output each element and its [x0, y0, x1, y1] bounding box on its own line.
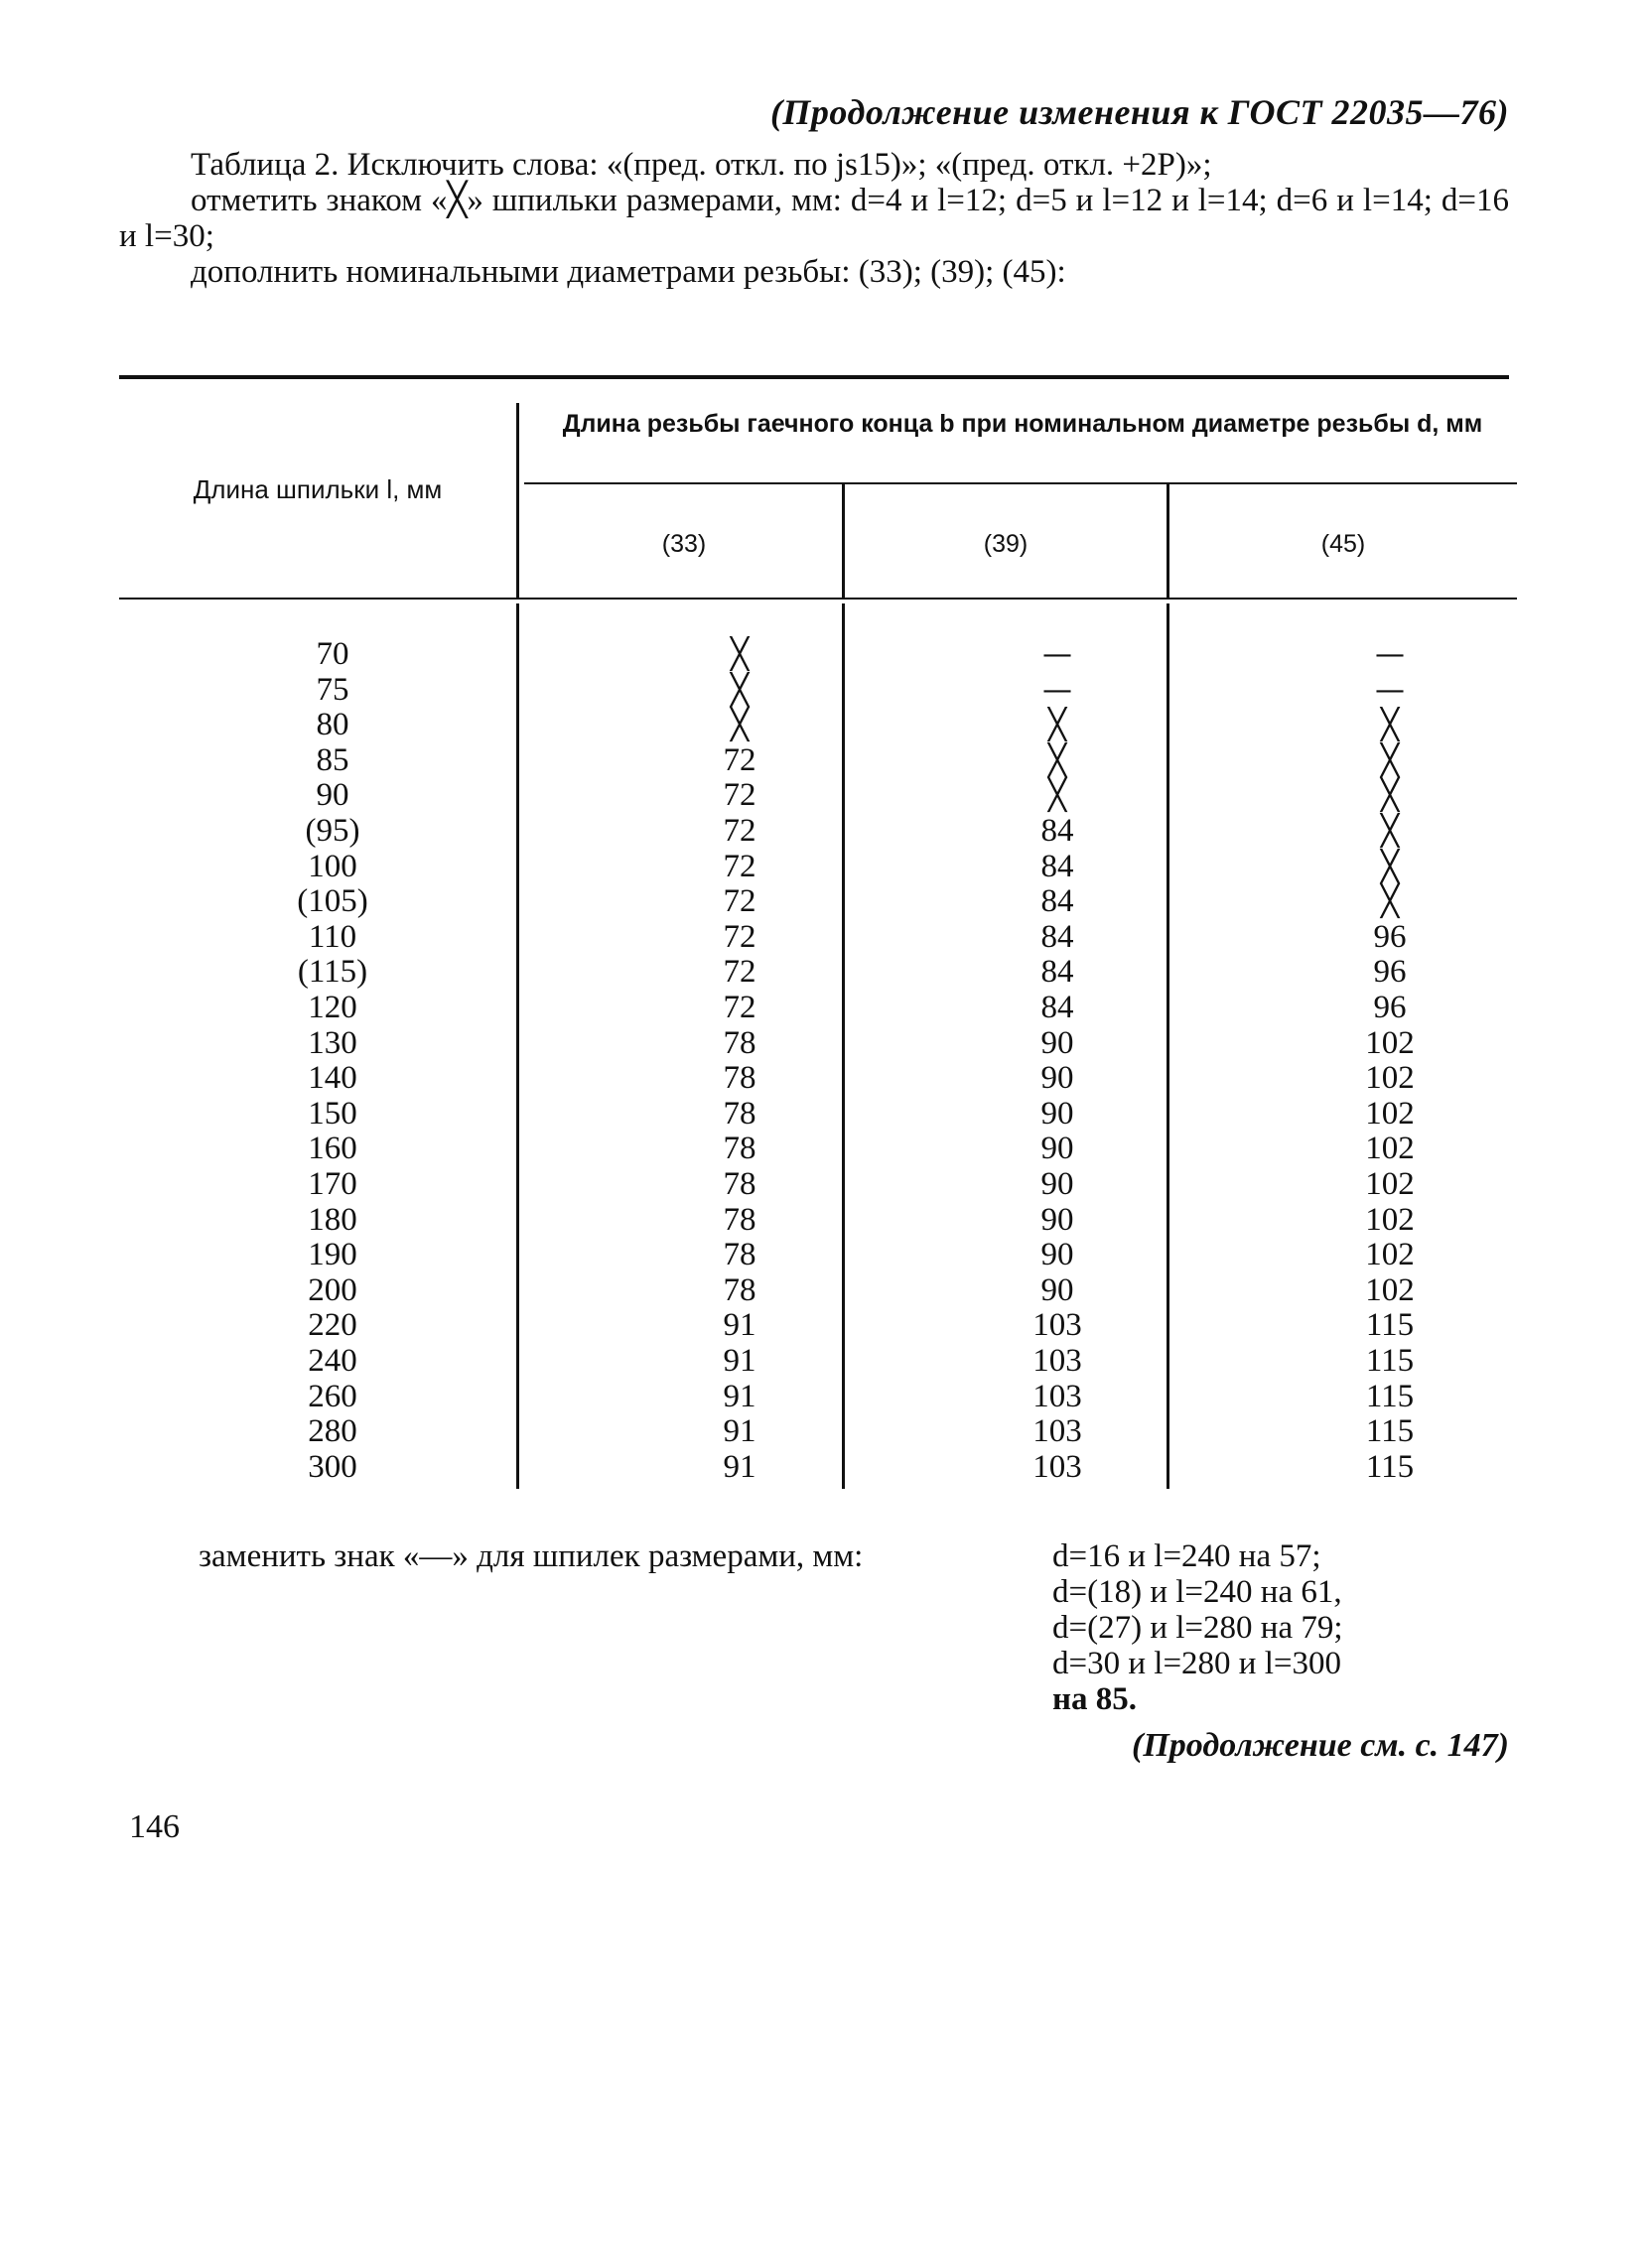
thread-length-cell: 102 — [1365, 1060, 1415, 1097]
thread-length-cell: 103 — [1032, 1378, 1082, 1414]
stud-length-cell: 70 — [316, 636, 349, 672]
thread-length-cell: 72 — [723, 990, 756, 1025]
stud-length-cell: (105) — [297, 883, 368, 920]
thread-length-cell: 78 — [723, 1024, 756, 1061]
replace-item: d=16 и l=240 на 57; — [1052, 1538, 1321, 1574]
thread-length-cell: ╳ — [1380, 778, 1400, 814]
thread-length-cell: 84 — [1040, 954, 1074, 991]
thread-length-cell: 103 — [1032, 1448, 1082, 1485]
stud-length-cell: 280 — [308, 1413, 357, 1450]
intro-text — [119, 147, 1509, 290]
thread-length-cell: ╳ — [730, 637, 750, 672]
stud-length-cell: 200 — [308, 1271, 357, 1308]
table-row — [119, 1414, 1517, 1450]
thread-length-cell: — — [1042, 672, 1072, 708]
sub-header-39: (39) — [983, 530, 1029, 558]
thread-length-cell: 84 — [1040, 990, 1074, 1025]
thread-length-cell: 90 — [1040, 1095, 1074, 1132]
table-row — [119, 1380, 1517, 1415]
thread-length-cell: 72 — [723, 883, 756, 920]
intro-line-1: Таблица 2. Исключить слова: «(пред. откл. по js15)»; «(пред. откл. +2P)»; — [191, 147, 1212, 183]
thread-length-cell: 90 — [1040, 1271, 1074, 1308]
table-row — [119, 673, 1517, 709]
table-row — [119, 1273, 1517, 1309]
thread-length-cell: 78 — [723, 1166, 756, 1202]
thread-length-cell: 115 — [1365, 1343, 1415, 1379]
stud-length-cell: 160 — [308, 1131, 357, 1167]
thread-length-cell: 90 — [1040, 1166, 1074, 1202]
header-divider-left — [516, 403, 519, 598]
stud-length-cell: (95) — [305, 813, 360, 849]
stud-length-cell: 90 — [316, 777, 349, 814]
table-row — [119, 1450, 1517, 1486]
table-row — [119, 850, 1517, 885]
thread-length-cell: 72 — [723, 777, 756, 814]
thread-length-cell: 84 — [1040, 883, 1074, 920]
thread-length-cell: 91 — [723, 1448, 756, 1485]
thread-length-cell: 72 — [723, 848, 756, 884]
stud-length-cell: (115) — [297, 954, 368, 991]
thread-length-cell: 78 — [723, 1201, 756, 1238]
sub-header-33: (33) — [661, 530, 707, 558]
thread-length-cell: ╳ — [1380, 742, 1400, 778]
thread-length-cell: 102 — [1365, 1201, 1415, 1238]
table-row — [119, 814, 1517, 850]
thread-length-cell: 96 — [1373, 990, 1407, 1025]
intro-line-3: дополнить номинальными диаметрами резьбы: (33); (39); (45): — [191, 254, 1066, 290]
thread-length-cell: ╳ — [730, 672, 750, 708]
thread-length-cell: 102 — [1365, 1237, 1415, 1273]
table-row — [119, 1132, 1517, 1167]
column-header-thread-length: Длина резьбы гаечного конца b при номинальном диаметре резьбы d, мм — [562, 410, 1483, 438]
thread-length-cell: 78 — [723, 1271, 756, 1308]
thread-length-cell: ╳ — [1380, 814, 1400, 849]
table-row — [119, 1238, 1517, 1273]
thread-length-cell: 102 — [1365, 1271, 1415, 1308]
thread-length-cell: 78 — [723, 1060, 756, 1097]
thread-length-cell: — — [1375, 637, 1405, 672]
thread-length-cell: 91 — [723, 1378, 756, 1414]
thread-length-cell: — — [1375, 672, 1405, 708]
thread-length-cell: 90 — [1040, 1237, 1074, 1273]
table-row — [119, 637, 1517, 673]
replace-note-items — [1052, 1538, 1529, 1717]
replace-item: d=30 и l=280 и l=300 — [1052, 1646, 1341, 1681]
thread-length-cell: 90 — [1040, 1201, 1074, 1238]
thread-length-cell: 115 — [1365, 1448, 1415, 1485]
thread-length-cell: 102 — [1365, 1131, 1415, 1167]
table-row — [119, 1308, 1517, 1344]
thread-length-cell: ╳ — [1380, 849, 1400, 884]
thread-length-cell: ╳ — [1047, 778, 1067, 814]
thread-length-cell: 102 — [1365, 1095, 1415, 1132]
stud-length-cell: 85 — [316, 741, 349, 778]
thread-length-cell: 84 — [1040, 918, 1074, 955]
stud-length-cell: 110 — [308, 918, 357, 955]
thread-length-cell: 91 — [723, 1343, 756, 1379]
table-row — [119, 920, 1517, 956]
table-row — [119, 1097, 1517, 1133]
thread-length-cell: 103 — [1032, 1307, 1082, 1344]
stud-length-cell: 130 — [308, 1024, 357, 1061]
thread-length-cell: ╳ — [1047, 708, 1067, 743]
stud-length-cell: 260 — [308, 1378, 357, 1414]
table-row — [119, 1061, 1517, 1097]
thread-length-cell: 96 — [1373, 918, 1407, 955]
page-number: 146 — [129, 1808, 180, 1845]
header-bottom-rule — [119, 598, 1517, 600]
stud-length-cell: 300 — [308, 1448, 357, 1485]
table-row — [119, 743, 1517, 779]
stud-length-cell: 170 — [308, 1166, 357, 1202]
thread-length-cell: 115 — [1365, 1378, 1415, 1414]
thread-length-cell: 103 — [1032, 1413, 1082, 1450]
replace-item: на 85. — [1052, 1681, 1138, 1717]
thread-length-cell: — — [1042, 637, 1072, 672]
thread-length-cell: 91 — [723, 1307, 756, 1344]
table-row — [119, 1344, 1517, 1380]
thread-length-cell: 115 — [1365, 1307, 1415, 1344]
thread-length-cell: 72 — [723, 918, 756, 955]
thread-length-cell: 102 — [1365, 1166, 1415, 1202]
table-row — [119, 1167, 1517, 1203]
stud-length-cell: 180 — [308, 1201, 357, 1238]
table-row — [119, 884, 1517, 920]
thread-length-cell: 78 — [723, 1131, 756, 1167]
thread-length-cell: 84 — [1040, 848, 1074, 884]
table-row — [119, 991, 1517, 1026]
table-row — [119, 778, 1517, 814]
header-title: (Продолжение изменения к ГОСТ 22035—76) — [769, 92, 1509, 132]
thread-length-cell: 115 — [1365, 1413, 1415, 1450]
thread-length-cell: 90 — [1040, 1060, 1074, 1097]
thread-length-cell: 78 — [723, 1237, 756, 1273]
thread-length-cell: 72 — [723, 954, 756, 991]
thread-length-cell: 84 — [1040, 813, 1074, 849]
thread-length-cell: ╳ — [1380, 708, 1400, 743]
stud-length-cell: 80 — [316, 707, 349, 743]
stud-length-cell: 190 — [308, 1237, 357, 1273]
thread-length-cell: ╳ — [1047, 742, 1067, 778]
intro-line-2: отметить знаком «╳» шпильки размерами, мм: d=4 и l=12; d=5 и l=12 и l=14; d=6 и l=14; d=16 и l=30; — [119, 183, 1509, 254]
thread-length-cell: 72 — [723, 813, 756, 849]
thread-length-cell: 102 — [1365, 1024, 1415, 1061]
thread-length-cell: 91 — [723, 1413, 756, 1450]
stud-length-cell: 240 — [308, 1343, 357, 1379]
thread-length-cell: 96 — [1373, 954, 1407, 991]
table-row — [119, 708, 1517, 743]
header-sub-rule — [524, 482, 1517, 484]
thread-length-cell: 72 — [723, 741, 756, 778]
thread-length-cell: ╳ — [730, 708, 750, 743]
continuation-note: (Продолжение см. с. 147) — [1132, 1727, 1509, 1764]
replace-note-lead: заменить знак «—» для шпилек размерами, мм: — [199, 1538, 864, 1574]
stud-length-cell: 150 — [308, 1095, 357, 1132]
replace-item: d=(27) и l=280 на 79; — [1052, 1610, 1343, 1646]
thread-length-cell: 78 — [723, 1095, 756, 1132]
thread-length-cell: ╳ — [1380, 884, 1400, 920]
column-header-stud-length: Длина шпильки l, мм — [193, 474, 443, 504]
table-row — [119, 955, 1517, 991]
thread-length-cell: 90 — [1040, 1024, 1074, 1061]
sub-header-45: (45) — [1320, 530, 1366, 558]
thread-length-cell: 103 — [1032, 1343, 1082, 1379]
stud-length-cell: 140 — [308, 1060, 357, 1097]
stud-length-cell: 75 — [316, 671, 349, 708]
stud-length-cell: 100 — [308, 848, 357, 884]
table-top-rule — [119, 375, 1509, 379]
table-row — [119, 1026, 1517, 1062]
stud-length-cell: 120 — [308, 990, 357, 1025]
thread-length-cell: 90 — [1040, 1131, 1074, 1167]
table-row — [119, 1203, 1517, 1239]
stud-length-cell: 220 — [308, 1307, 357, 1344]
replace-item: d=(18) и l=240 на 61, — [1052, 1574, 1342, 1610]
